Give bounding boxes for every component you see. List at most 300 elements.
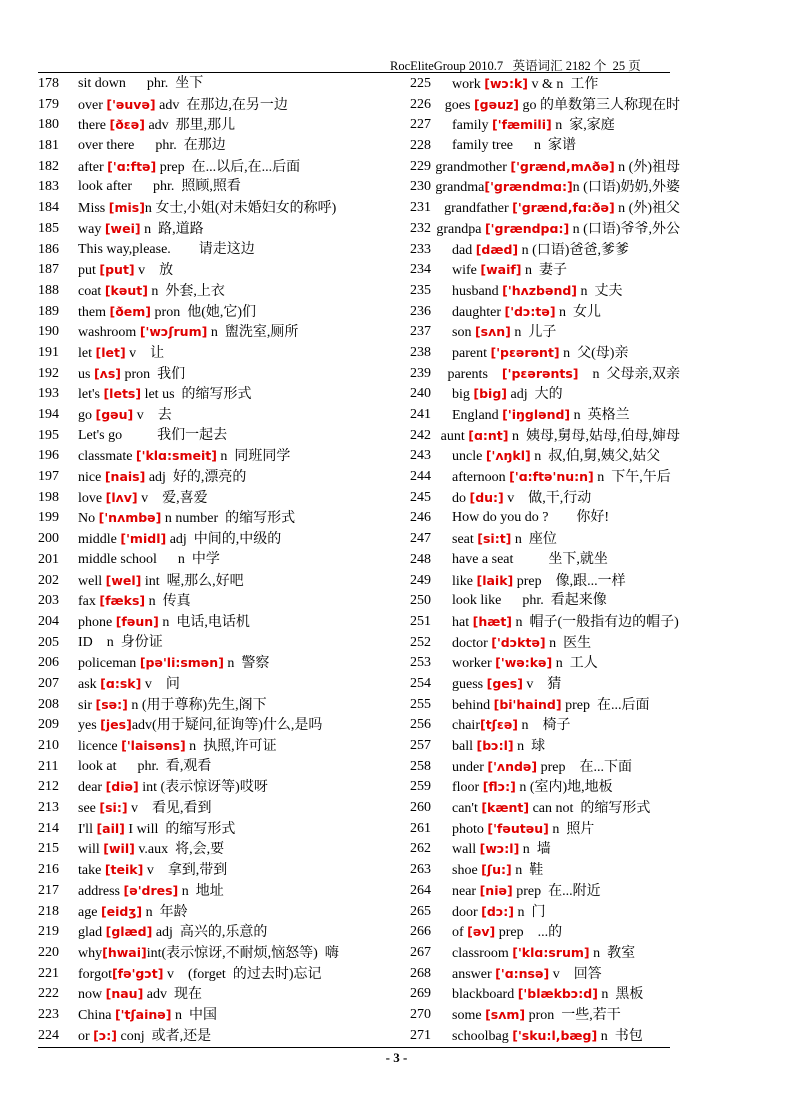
entry-number: 193 [38,386,59,402]
entry-number: 220 [38,944,59,960]
entry-number: 208 [38,696,59,712]
vocab-entry [38,198,408,219]
entry-text [452,922,562,943]
phonetic: [si:t] [477,531,512,547]
entry-definition: int (表示惊讶等)哎呀 [138,780,268,796]
entry-definition: will [78,842,104,858]
entry-text [452,467,671,488]
entry-definition: love [78,490,106,506]
entry-definition: conj 或者,还是 [117,1028,212,1044]
vocab-entry [38,95,408,116]
entry-number: 214 [38,820,59,836]
entry-definition: prep 在...附近 [512,883,601,899]
phonetic: ['klɑ:smeit] [135,448,217,464]
entry-definition: wife [452,263,481,279]
entry-text [78,839,224,860]
vocab-entry [38,426,408,447]
vocab-entry [410,736,680,757]
vocab-entry [410,260,680,281]
phonetic: [bɔ:l] [476,738,514,753]
entry-number: 202 [38,572,59,588]
entry-number: 269 [410,986,431,1002]
entry-definition: way [78,221,105,237]
entry-definition: over there phr. 在那边 [78,138,226,154]
entry-text [452,240,629,261]
phonetic: [dæd] [475,241,519,257]
entry-number: 265 [410,903,431,919]
vocab-entry [38,881,408,902]
entry-definition: age [78,904,101,920]
vocab-entry [38,798,408,819]
entry-text [78,653,269,674]
entry-text [78,240,255,261]
phonetic: ['blækbɔ:d] [517,986,598,1002]
entry-number: 192 [38,365,59,381]
entry-number: 210 [38,738,59,753]
entry-number: 267 [410,944,431,960]
vocab-entry [410,136,680,157]
entry-number: 201 [38,551,59,567]
vocab-column-right [410,74,680,1046]
phonetic: ['ɑ:ftə] [107,158,157,174]
entry-text [452,695,649,716]
entry-number: 184 [38,200,59,216]
entry-definition: n 下午,午后 [593,470,671,486]
vocab-entry [38,219,408,240]
entry-definition: n 家,家庭 [551,118,615,134]
vocab-entry [410,322,680,343]
phonetic: [ðεə] [109,117,145,133]
entry-definition: n 女士,小姐(对未婚妇女的称呼) [144,201,337,217]
entry-definition: n 门 [513,904,546,920]
entry-text [78,777,268,798]
entry-definition: take [78,863,105,879]
vocab-entry [410,757,680,778]
phonetic: [laik] [476,572,514,588]
entry-number: 226 [410,96,431,112]
entry-definition: family tree n 家谱 [452,138,577,154]
entry-text [452,508,609,529]
vocab-entry [38,571,408,592]
entry-text [78,281,225,302]
entry-number: 233 [410,241,431,257]
vocab-entry [410,405,680,426]
vocab-entry [38,736,408,757]
entry-definition: n 黑板 [597,987,644,1003]
entry-number: 255 [410,696,431,712]
vocab-entry [410,860,680,881]
vocab-entry [410,529,680,550]
entry-definition: n 女儿 [555,304,602,320]
entry-definition: aunt [440,428,469,444]
entry-definition: schoolbag [452,1028,513,1044]
entry-text [78,1005,217,1026]
entry-number: 254 [410,675,431,691]
entry-number: 260 [410,800,431,816]
phonetic: ['klɑ:srum] [512,944,590,960]
entry-text [452,612,679,633]
entry-text [452,343,628,364]
entry-definition: prep 在...以后,在...后面 [156,159,301,175]
entry-text [452,550,608,571]
entry-definition: seat [452,532,478,548]
phonetic: ['wə:kə] [495,655,553,671]
entry-text [78,405,172,426]
entry-definition: n 椅子 [518,718,571,734]
entry-text [78,612,250,633]
entry-definition: son [452,325,475,341]
entry-text [452,446,660,467]
vocab-entry [410,219,680,240]
entry-definition: v 看见,看到 [127,801,212,817]
phonetic: [glæd] [105,924,153,940]
phonetic: [flɔ:] [482,779,516,795]
entry-definition: n 同班同学 [216,449,291,465]
vocab-entry [38,529,408,550]
entry-text [445,95,680,116]
entry-definition: Miss [78,201,109,217]
vocab-entry [410,343,680,364]
entry-number: 251 [410,613,431,629]
vocab-entry [410,364,680,385]
vocab-entry [410,1005,680,1026]
phonetic: ['wɔʃrum] [139,324,208,340]
entry-definition: can't [452,801,482,817]
entry-definition: n 路,道路 [140,221,204,237]
entry-definition: husband [452,283,503,299]
entry-text [78,819,235,840]
vocab-entry [38,74,408,95]
entry-definition: now [78,987,106,1003]
vocab-entry [38,405,408,426]
vocab-entry [410,446,680,467]
entry-definition: n 父母亲,双亲 [578,366,680,382]
entry-text [78,736,277,757]
entry-text [78,177,241,198]
entry-definition: n 墙 [519,842,551,858]
entry-definition: middle school n 中学 [78,551,220,567]
entry-text [78,136,226,157]
entry-definition: I will 的缩写形式 [124,821,236,837]
entry-definition: n 叔,伯,舅,姨父,姑父 [530,449,661,465]
entry-text [78,902,188,923]
entry-definition: classmate [78,449,136,465]
phonetic: ['hʌzbənd] [502,282,578,298]
header-group: RocEliteGroup 2010.7 [390,59,504,73]
phonetic: [ə'dres] [123,882,179,898]
phonetic: ['nʌmbə] [98,510,162,526]
phonetic: [dɔ:] [481,903,514,919]
entry-number: 196 [38,448,59,464]
entry-definition: over [78,97,107,113]
entry-number: 195 [38,427,59,443]
entry-definition: big [452,387,474,403]
entry-text [78,798,212,819]
entry-definition: n 姨母,舅母,姑母,伯母,婶母 [508,428,680,444]
entry-number: 179 [38,96,59,112]
entry-definition: middle [78,532,121,548]
entry-definition: look after phr. 照顾,照看 [78,179,241,195]
entry-number: 200 [38,531,59,547]
entry-number: 190 [38,324,59,340]
entry-definition: near [452,883,480,899]
vocab-entry [38,695,408,716]
vocab-entry [38,943,408,964]
entry-text [78,881,224,902]
entry-text [452,74,598,95]
vocab-entry [38,488,408,509]
entry-text [452,571,626,592]
vocab-entry [38,1005,408,1026]
entry-text [452,984,643,1005]
phonetic: [big] [473,386,507,402]
entry-text [78,860,227,881]
entry-definition: n 工人 [552,656,598,672]
vocab-entry [410,240,680,261]
entry-definition: adj 中间的,中级的 [166,532,282,548]
entry-text [78,757,211,778]
header-title: 英语词汇 2182 个 [512,59,607,73]
entry-definition: n 照片 [548,821,595,837]
entry-number: 236 [410,303,431,319]
entry-number: 252 [410,634,431,650]
vocab-entry [410,798,680,819]
entry-number: 261 [410,820,431,836]
entry-definition: there [78,118,110,134]
vocab-entry [38,302,408,323]
entry-definition: n 妻子 [521,263,568,279]
entry-text [78,74,203,95]
vocab-entry [410,922,680,943]
entry-number: 181 [38,138,59,154]
vocab-entry [38,260,408,281]
entry-number: 223 [38,1006,59,1022]
vocab-entry [38,612,408,633]
entry-number: 186 [38,241,59,257]
entry-number: 206 [38,655,59,671]
vocab-entry [38,819,408,840]
entry-number: 228 [410,138,431,154]
entry-text [78,488,208,509]
entry-definition: adv 现在 [143,987,203,1003]
entry-definition: n 儿子 [510,325,557,341]
entry-definition: v 做,干,行动 [503,490,592,506]
entry-number: 183 [38,179,59,195]
entry-number: 224 [38,1027,59,1043]
entry-definition: n (外)祖父 [614,201,680,217]
phonetic: [gəuz] [473,96,519,112]
vocab-entry [410,550,680,571]
entry-definition: v 爱,喜爱 [137,490,208,506]
entry-definition: This way,please. 请走这边 [78,241,255,257]
phonetic: [sʌn] [474,324,511,340]
entry-number: 237 [410,324,431,340]
entry-definition: put [78,263,100,279]
entry-number: 207 [38,675,59,691]
vocab-entry [38,653,408,674]
entry-text [78,198,336,219]
entry-definition: n 球 [513,739,546,754]
vocab-entry [38,1026,408,1047]
phonetic: [ðem] [109,303,152,319]
phonetic: [fæks] [99,593,146,609]
phonetic: [eidʒ] [100,903,143,919]
entry-text [452,384,563,405]
header-pages: 25 页 [612,59,641,73]
phonetic: ['əuvə] [106,96,156,112]
entry-definition: family [452,118,493,134]
entry-definition: have a seat 坐下,就坐 [452,551,608,567]
vocab-entry [38,964,408,985]
phonetic: [du:] [469,489,504,505]
entry-number: 227 [410,117,431,133]
entry-definition: let [78,345,96,361]
entry-number: 213 [38,800,59,816]
entry-definition: pron 一些,若干 [525,1007,621,1023]
entry-definition: or [78,1028,94,1044]
phonetic: [ʃu:] [481,862,512,878]
entry-definition: adj 好的,漂亮的 [145,470,247,486]
entry-definition: dad [452,242,476,258]
entry-number: 247 [410,531,431,547]
entry-text [78,302,256,323]
entry-definition: n 警察 [223,656,270,672]
entry-number: 232 [410,220,431,236]
phonetic: [ges] [486,675,523,691]
entry-definition: v 拿到,带到 [143,863,228,879]
entry-number: 215 [38,841,59,857]
vocab-entry [410,591,680,612]
phonetic: [ʌs] [93,365,121,381]
vocab-entry [38,240,408,261]
phonetic: ['tʃainə] [114,1006,172,1022]
page-number: - 3 - [385,1050,408,1065]
entry-number: 204 [38,613,59,629]
entry-text [452,653,598,674]
entry-definition: prep 像,跟...一样 [513,573,626,589]
entry-text [452,488,591,509]
entry-number: 222 [38,986,59,1002]
entry-definition: n 执照,许可证 [185,739,277,754]
entry-definition: some [452,1007,486,1023]
entry-number: 235 [410,282,431,298]
entry-definition: washroom [78,325,140,341]
phonetic: [əv] [467,924,496,940]
entry-definition: look like phr. 看起来像 [452,593,607,609]
entry-definition: Let's go 我们一起去 [78,427,228,443]
entry-number: 189 [38,303,59,319]
vocab-entry [410,964,680,985]
entry-definition: prep 在...下面 [537,759,633,775]
phonetic: [jes] [100,717,132,733]
phonetic: [wɔ:l] [479,841,520,857]
vocab-entry [38,281,408,302]
entry-definition: China [78,1007,115,1023]
phonetic: [fə'gɔt] [111,965,164,981]
vocab-entry [38,157,408,178]
entry-definition: grandma [435,180,485,196]
entry-text [441,426,680,447]
entry-text [78,260,173,281]
entry-text [78,115,235,136]
entry-text [78,364,185,385]
entry-number: 180 [38,117,59,133]
entry-number: 229 [410,158,431,174]
vocab-entry [410,74,680,95]
entry-definition: England [452,408,503,423]
entry-text [78,529,281,550]
vocab-entry [410,95,680,116]
phonetic: [teik] [104,862,144,878]
phonetic: [ail] [96,820,125,836]
entry-number: 264 [410,882,431,898]
entry-number: 270 [410,1006,431,1022]
entry-definition: v 猜 [522,676,562,692]
phonetic: ['iŋglənd] [502,407,571,422]
entry-text [78,943,339,964]
vocab-entry [38,446,408,467]
vocab-entry [410,467,680,488]
header-rule [38,72,670,73]
entry-definition: sir [78,697,96,713]
phonetic: ['grænd,fɑ:ðə] [512,200,615,216]
entry-text [78,446,290,467]
entry-definition: go 的单数第三人称现在时 [519,97,680,113]
entry-number: 263 [410,862,431,878]
entry-definition: answer [452,966,496,982]
entry-text [447,364,680,385]
entry-definition: go [78,408,96,423]
entry-text [452,529,557,550]
entry-definition: goes [444,97,474,113]
entry-number: 221 [38,965,59,981]
entry-number: 197 [38,469,59,485]
entry-definition: n (用于尊称)先生,阁下 [127,697,267,713]
vocab-entry [38,633,408,654]
entry-definition: prep ...的 [495,925,563,941]
footer-rule [38,1047,670,1048]
phonetic: [tʃεə] [479,717,519,733]
phonetic: [sə:] [95,696,128,712]
entry-definition: under [452,759,488,775]
entry-definition: ID n 身份证 [78,634,163,650]
phonetic: [lʌv] [105,489,138,505]
entry-number: 257 [410,738,431,753]
entry-text [452,757,632,778]
entry-definition: n number 的缩写形式 [161,511,296,527]
phonetic: ['ɑ:ftə'nu:n] [509,469,594,485]
entry-number: 194 [38,407,59,422]
phonetic: ['grændpɑ:] [484,220,570,236]
entry-number: 217 [38,882,59,898]
phonetic: [ɑ:nt] [468,427,509,443]
phonetic: [nau] [105,986,144,1002]
entry-text [452,881,601,902]
vocab-entry [38,674,408,695]
entry-number: 262 [410,841,431,857]
entry-definition: coat [78,283,105,299]
entry-text [452,322,556,343]
entry-text [78,550,220,571]
entry-definition: grandpa [436,221,485,237]
phonetic: ['grændmɑ:] [484,179,573,195]
entry-definition: v.aux 将,会,要 [134,842,225,858]
vocab-entry [38,839,408,860]
entry-text [452,1026,643,1047]
vocab-entry [410,674,680,695]
vocab-entry [38,757,408,778]
entry-definition: n (口语)爸爸,爹爹 [518,242,629,258]
